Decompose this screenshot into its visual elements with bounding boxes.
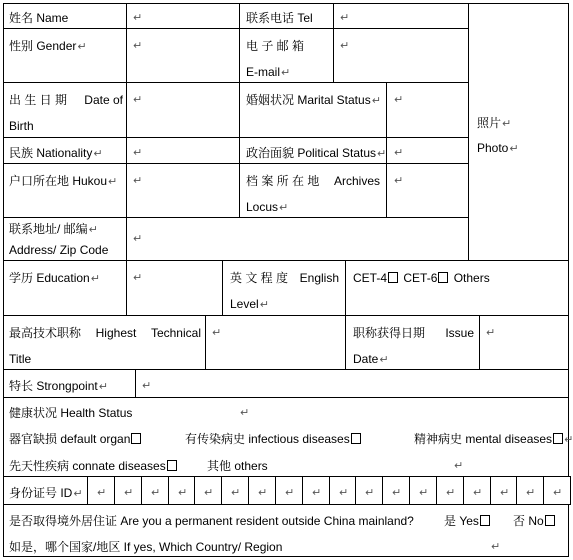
health-status-value[interactable]: ↵ xyxy=(240,407,250,419)
political-value-cell[interactable] xyxy=(386,137,469,164)
id-digit-value[interactable]: ↵ xyxy=(446,487,456,499)
issue-value-cell[interactable] xyxy=(479,315,569,370)
hukou-label: 户口所在地 Hukou↵ xyxy=(9,174,118,188)
id-digit-box[interactable] xyxy=(221,476,249,505)
photo-cell[interactable] xyxy=(468,3,569,261)
id-digit-box[interactable] xyxy=(168,476,195,505)
id-digit-value[interactable]: ↵ xyxy=(204,487,214,499)
strongpoint-value[interactable]: ↵ xyxy=(142,380,152,392)
health-option-mental[interactable]: 精神病史 mental diseases ↵ xyxy=(414,432,573,446)
marital-label: 婚姻状况 Marital Status↵ xyxy=(246,93,381,107)
archives-value-cell[interactable] xyxy=(386,163,469,218)
gender-label-cell xyxy=(3,28,127,83)
tel-label: 联系电话 Tel xyxy=(246,11,313,25)
id-digit-value[interactable]: ↵ xyxy=(312,487,322,499)
hukou-value[interactable]: ↵ xyxy=(133,175,143,187)
residence-question: 是否取得境外居住证 Are you a permanent resident outside China mainland? xyxy=(9,514,414,528)
tel-value[interactable]: ↵ xyxy=(340,12,350,24)
health-other-label: 其他 others xyxy=(207,459,268,473)
residence-yes-option[interactable]: 是 Yes xyxy=(444,514,490,528)
strongpoint-label-cell xyxy=(3,369,136,398)
name-value-cell[interactable] xyxy=(126,3,240,29)
english-options-cell xyxy=(345,260,569,316)
birth-label-line2: Birth xyxy=(9,119,34,133)
id-digit-box[interactable] xyxy=(141,476,169,505)
infectious-checkbox[interactable] xyxy=(351,433,361,444)
residence-cell xyxy=(3,504,569,557)
id-digit-value[interactable]: ↵ xyxy=(151,487,161,499)
name-value[interactable]: ↵ xyxy=(133,12,143,24)
id-digit-value[interactable]: ↵ xyxy=(285,487,295,499)
issue-label-line2: Date↵ xyxy=(353,352,389,366)
id-digit-box[interactable] xyxy=(543,476,571,505)
gender-label: 性别 Gender↵ xyxy=(9,39,87,53)
id-digit-box[interactable] xyxy=(248,476,276,505)
id-digit-box[interactable] xyxy=(114,476,142,505)
issue-label-cell xyxy=(345,315,480,370)
id-digit-value[interactable]: ↵ xyxy=(178,487,188,499)
tel-value-cell[interactable] xyxy=(333,3,469,29)
country-value[interactable]: ↵ xyxy=(491,541,501,553)
id-digit-value[interactable]: ↵ xyxy=(231,487,241,499)
id-label-cell xyxy=(3,476,88,505)
id-digit-value[interactable]: ↵ xyxy=(473,487,483,499)
tel-label-cell xyxy=(239,3,334,29)
political-label-cell xyxy=(239,137,387,164)
id-digit-value[interactable]: ↵ xyxy=(392,487,402,499)
email-value-cell[interactable] xyxy=(333,28,469,83)
address-label-line2: Address/ Zip Code xyxy=(9,243,109,257)
marital-label-cell xyxy=(239,82,387,138)
issue-label-line1: 职称获得日期 Issue xyxy=(353,326,474,340)
id-digit-value[interactable]: ↵ xyxy=(258,487,268,499)
id-digit-box[interactable] xyxy=(87,476,115,505)
email-label-en: E-mail↵ xyxy=(246,65,291,79)
id-label: 身份证号 ID↵ xyxy=(9,486,83,500)
english-options xyxy=(353,271,490,285)
cet6-option[interactable]: CET-6 xyxy=(403,271,448,285)
title-value[interactable]: ↵ xyxy=(212,327,222,339)
health-other-value[interactable]: ↵ xyxy=(454,460,464,472)
education-label-cell xyxy=(3,260,127,316)
id-digit-box[interactable] xyxy=(355,476,383,505)
nationality-value[interactable]: ↵ xyxy=(133,147,143,159)
health-option-connate[interactable]: 先天性疾病 connate diseases xyxy=(9,459,177,473)
id-digit-box[interactable] xyxy=(275,476,303,505)
gender-value-cell[interactable] xyxy=(126,28,240,83)
id-digit-box[interactable] xyxy=(382,476,410,505)
health-cell xyxy=(3,397,573,477)
strongpoint-value-cell[interactable] xyxy=(135,369,569,398)
title-label-line1: 最高技术职称 Highest Technical xyxy=(9,326,201,340)
birth-value-cell[interactable] xyxy=(126,82,240,138)
cet4-option[interactable]: CET-4 xyxy=(353,271,398,285)
id-digit-box[interactable] xyxy=(436,476,464,505)
id-digit-value[interactable]: ↵ xyxy=(553,487,563,499)
address-label-line1: 联系地址/ 邮编↵ xyxy=(9,222,98,236)
education-value[interactable]: ↵ xyxy=(133,272,143,284)
id-digit-box[interactable] xyxy=(194,476,222,505)
address-value-cell[interactable] xyxy=(126,217,469,261)
cet6-checkbox[interactable] xyxy=(438,272,448,283)
marital-value[interactable]: ↵ xyxy=(394,94,404,106)
title-label-cell xyxy=(3,315,206,370)
english-label-line1: 英 文 程 度 English xyxy=(230,271,339,285)
id-digit-value[interactable]: ↵ xyxy=(339,487,349,499)
name-label: 姓名 Name xyxy=(9,11,69,25)
photo-label-en: Photo↵ xyxy=(477,141,519,155)
name-label-cell xyxy=(3,3,127,29)
id-digit-value[interactable]: ↵ xyxy=(97,487,107,499)
political-value[interactable]: ↵ xyxy=(394,147,404,159)
id-digit-box[interactable] xyxy=(409,476,437,505)
residence-no-checkbox[interactable] xyxy=(545,515,555,526)
english-label-line2: Level↵ xyxy=(230,297,269,311)
id-digit-value[interactable]: ↵ xyxy=(365,487,375,499)
archives-label-line1: 档 案 所 在 地 Archives xyxy=(246,174,380,188)
issue-value[interactable]: ↵ xyxy=(486,327,496,339)
title-label-line2: Title xyxy=(9,352,32,366)
email-value[interactable]: ↵ xyxy=(340,40,350,52)
id-digit-box[interactable] xyxy=(490,476,517,505)
mental-checkbox[interactable] xyxy=(553,433,563,444)
nationality-value-cell[interactable] xyxy=(126,137,240,164)
photo-label-cn: 照片↵ xyxy=(477,116,512,130)
archives-label-line2: Locus↵ xyxy=(246,200,289,214)
title-value-cell[interactable] xyxy=(205,315,346,370)
organ-checkbox[interactable] xyxy=(131,433,141,444)
email-label-cell xyxy=(239,28,334,83)
education-value-cell[interactable] xyxy=(126,260,223,316)
connate-checkbox[interactable] xyxy=(167,460,177,471)
birth-value[interactable]: ↵ xyxy=(133,94,143,106)
birth-label-line1: 出 生 日 期 Date of xyxy=(9,93,123,107)
nationality-label: 民族 Nationality↵ xyxy=(9,146,103,160)
strongpoint-label: 特长 Strongpoint↵ xyxy=(9,379,108,393)
others-option[interactable]: Others xyxy=(453,271,490,285)
country-label: 如是，哪个国家/地区 If yes, Which Country/ Region xyxy=(9,540,283,554)
archives-label-cell xyxy=(239,163,387,218)
health-option-organ[interactable]: 器官缺损 default organ xyxy=(9,432,141,446)
residence-no-option[interactable]: 否 No xyxy=(513,514,555,528)
id-digit-value[interactable]: ↵ xyxy=(124,487,134,499)
cet4-checkbox[interactable] xyxy=(388,272,398,283)
id-digit-box[interactable] xyxy=(329,476,356,505)
health-label: 健康状况 Health Status xyxy=(9,406,133,420)
english-label-cell xyxy=(222,260,346,316)
residence-yes-checkbox[interactable] xyxy=(480,515,490,526)
nationality-label-cell xyxy=(3,137,127,164)
id-digit-value[interactable]: ↵ xyxy=(419,487,429,499)
health-option-infectious[interactable]: 有传染病史 infectious diseases xyxy=(185,432,361,446)
education-label: 学历 Education↵ xyxy=(9,271,100,285)
archives-value[interactable]: ↵ xyxy=(394,175,404,187)
address-value[interactable]: ↵ xyxy=(133,233,143,245)
id-digit-box[interactable] xyxy=(463,476,491,505)
hukou-label-cell xyxy=(3,163,127,218)
email-label-cn: 电 子 邮 箱 xyxy=(246,39,305,53)
id-digit-box[interactable] xyxy=(302,476,330,505)
political-label: 政治面貌 Political Status↵ xyxy=(246,146,387,160)
marital-value-cell[interactable] xyxy=(386,82,469,138)
id-digit-box[interactable] xyxy=(516,476,544,505)
address-label-cell xyxy=(3,217,127,261)
id-digit-value[interactable]: ↵ xyxy=(526,487,536,499)
hukou-value-cell[interactable] xyxy=(126,163,240,218)
gender-value[interactable]: ↵ xyxy=(133,40,143,52)
birth-label-cell xyxy=(3,82,127,138)
id-digit-value[interactable]: ↵ xyxy=(500,487,510,499)
